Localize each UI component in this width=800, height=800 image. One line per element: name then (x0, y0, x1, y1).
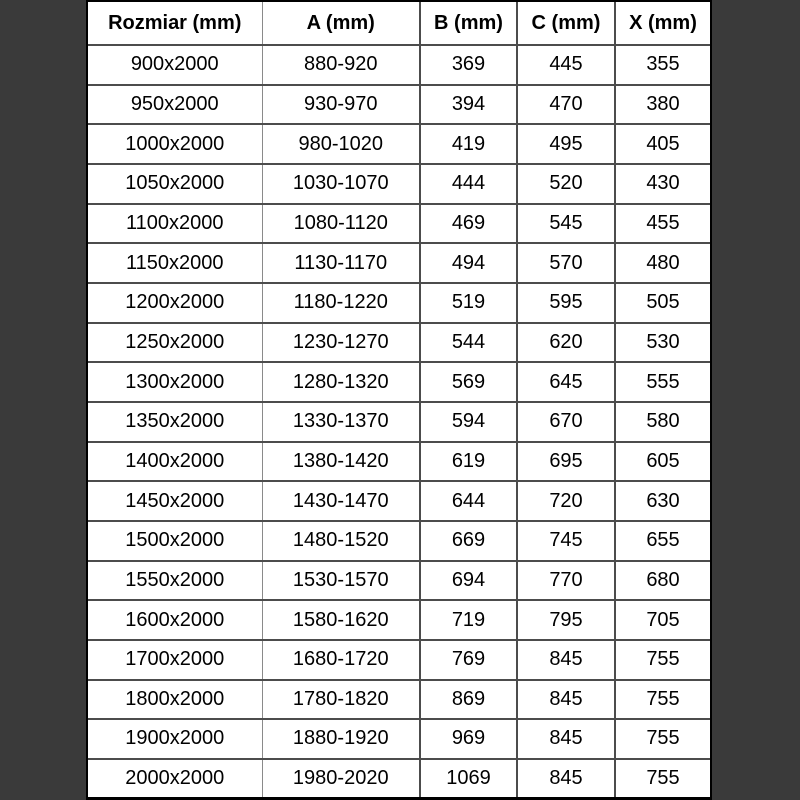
table-cell: 845 (517, 719, 615, 759)
table-cell: 1030-1070 (262, 164, 420, 204)
table-cell: 795 (517, 600, 615, 640)
table-cell: 1700x2000 (88, 640, 262, 680)
table-cell: 1430-1470 (262, 481, 420, 521)
table-cell: 655 (615, 521, 710, 561)
table-cell: 519 (420, 283, 517, 323)
table-cell: 670 (517, 402, 615, 442)
table-cell: 1050x2000 (88, 164, 262, 204)
table-cell: 1150x2000 (88, 243, 262, 283)
table-cell: 1980-2020 (262, 759, 420, 797)
table-cell: 755 (615, 680, 710, 720)
table-cell: 755 (615, 719, 710, 759)
table-cell: 694 (420, 561, 517, 601)
table-cell: 705 (615, 600, 710, 640)
table-cell: 770 (517, 561, 615, 601)
table-cell: 1100x2000 (88, 204, 262, 244)
table-cell: 369 (420, 45, 517, 85)
table-cell: 869 (420, 680, 517, 720)
table-row (88, 323, 710, 363)
table-cell: 645 (517, 362, 615, 402)
table-cell: 455 (615, 204, 710, 244)
table-cell: 1580-1620 (262, 600, 420, 640)
table-row (88, 243, 710, 283)
size-table (88, 2, 710, 797)
table-cell: 1450x2000 (88, 481, 262, 521)
table-cell: 394 (420, 85, 517, 125)
table-row (88, 759, 710, 797)
table-cell: 494 (420, 243, 517, 283)
column-header-x: X (mm) (615, 2, 710, 45)
table-cell: 1600x2000 (88, 600, 262, 640)
table-cell: 644 (420, 481, 517, 521)
table-cell: 595 (517, 283, 615, 323)
table-cell: 380 (615, 85, 710, 125)
table-row (88, 561, 710, 601)
table-cell: 1800x2000 (88, 680, 262, 720)
table-cell: 755 (615, 759, 710, 797)
table-row (88, 362, 710, 402)
table-row (88, 85, 710, 125)
table-cell: 1480-1520 (262, 521, 420, 561)
table-cell: 520 (517, 164, 615, 204)
table-cell: 1250x2000 (88, 323, 262, 363)
table-cell: 1400x2000 (88, 442, 262, 482)
table-row (88, 442, 710, 482)
size-table-header (88, 2, 710, 45)
table-cell: 555 (615, 362, 710, 402)
table-cell: 605 (615, 442, 710, 482)
table-cell: 355 (615, 45, 710, 85)
table-cell: 1230-1270 (262, 323, 420, 363)
table-cell: 630 (615, 481, 710, 521)
table-cell: 845 (517, 680, 615, 720)
column-header-b: B (mm) (420, 2, 517, 45)
table-row (88, 719, 710, 759)
table-row (88, 402, 710, 442)
table-cell: 1350x2000 (88, 402, 262, 442)
table-cell: 444 (420, 164, 517, 204)
table-cell: 405 (615, 124, 710, 164)
table-cell: 619 (420, 442, 517, 482)
table-row (88, 640, 710, 680)
table-cell: 1380-1420 (262, 442, 420, 482)
table-row (88, 680, 710, 720)
table-row (88, 521, 710, 561)
table-cell: 720 (517, 481, 615, 521)
table-row (88, 124, 710, 164)
table-cell: 580 (615, 402, 710, 442)
table-cell: 1000x2000 (88, 124, 262, 164)
size-table-body (88, 45, 710, 797)
table-cell: 495 (517, 124, 615, 164)
table-cell: 1280-1320 (262, 362, 420, 402)
table-cell: 1880-1920 (262, 719, 420, 759)
table-cell: 900x2000 (88, 45, 262, 85)
table-cell: 1080-1120 (262, 204, 420, 244)
table-cell: 545 (517, 204, 615, 244)
table-cell: 1200x2000 (88, 283, 262, 323)
table-cell: 419 (420, 124, 517, 164)
table-cell: 569 (420, 362, 517, 402)
table-cell: 530 (615, 323, 710, 363)
table-cell: 570 (517, 243, 615, 283)
table-cell: 1300x2000 (88, 362, 262, 402)
table-cell: 1500x2000 (88, 521, 262, 561)
table-cell: 445 (517, 45, 615, 85)
table-cell: 969 (420, 719, 517, 759)
table-cell: 669 (420, 521, 517, 561)
table-cell: 620 (517, 323, 615, 363)
table-row (88, 600, 710, 640)
table-cell: 719 (420, 600, 517, 640)
table-cell: 980-1020 (262, 124, 420, 164)
table-cell: 1180-1220 (262, 283, 420, 323)
table-cell: 2000x2000 (88, 759, 262, 797)
table-cell: 1069 (420, 759, 517, 797)
table-row (88, 204, 710, 244)
table-cell: 845 (517, 759, 615, 797)
table-cell: 469 (420, 204, 517, 244)
table-row (88, 164, 710, 204)
table-cell: 430 (615, 164, 710, 204)
table-cell: 1680-1720 (262, 640, 420, 680)
table-cell: 1900x2000 (88, 719, 262, 759)
header-row (88, 2, 710, 45)
table-cell: 845 (517, 640, 615, 680)
table-cell: 594 (420, 402, 517, 442)
table-cell: 1550x2000 (88, 561, 262, 601)
column-header-a: A (mm) (262, 2, 420, 45)
table-cell: 950x2000 (88, 85, 262, 125)
table-cell: 505 (615, 283, 710, 323)
column-header-rozmiar: Rozmiar (mm) (108, 11, 242, 34)
column-header-c: C (mm) (517, 2, 615, 45)
table-cell: 1330-1370 (262, 402, 420, 442)
table-row (88, 283, 710, 323)
table-cell: 680 (615, 561, 710, 601)
table-cell: 695 (517, 442, 615, 482)
table-cell: 930-970 (262, 85, 420, 125)
table-cell: 470 (517, 85, 615, 125)
table-cell: 745 (517, 521, 615, 561)
table-cell: 755 (615, 640, 710, 680)
table-cell: 1130-1170 (262, 243, 420, 283)
table-cell: 1780-1820 (262, 680, 420, 720)
table-cell: 769 (420, 640, 517, 680)
table-cell: 880-920 (262, 45, 420, 85)
table-cell: 544 (420, 323, 517, 363)
table-row (88, 481, 710, 521)
table-cell: 480 (615, 243, 710, 283)
table-row (88, 45, 710, 85)
size-table-sheet (86, 0, 712, 800)
table-cell: 1530-1570 (262, 561, 420, 601)
